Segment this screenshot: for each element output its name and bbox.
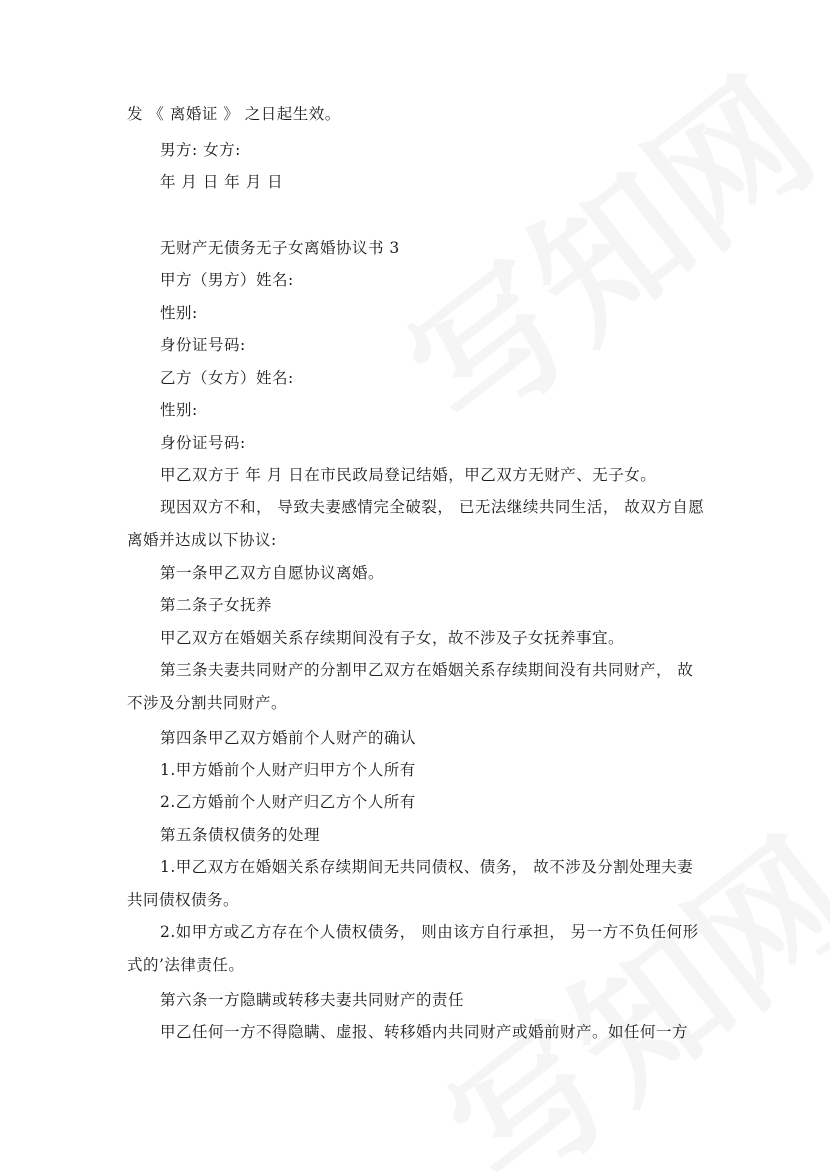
text-line: 乙方（女方）姓名: <box>160 369 294 387</box>
text-line: 年 月 日 年 月 日 <box>160 173 284 191</box>
watermark <box>360 22 830 470</box>
text-line: 第四条甲乙双方婚前个人财产的确认 <box>160 729 417 747</box>
text-line: 2.如甲方或乙方存在个人债权债务， 则由该方自行承担， 另一方不负任何形 <box>160 923 699 941</box>
text-line: 2.乙方婚前个人财产归乙方个人所有 <box>160 793 416 811</box>
text-line: 共同债权债务。 <box>127 891 240 909</box>
text-line: 身份证号码: <box>160 336 246 354</box>
text-line: 现因双方不和， 导致夫妻感情完全破裂， 已无法继续共同生活， 故双方自愿 <box>160 498 705 516</box>
text-line: 第六条一方隐瞒或转移夫妻共同财产的责任 <box>160 991 465 1009</box>
text-line: 甲乙双方在婚姻关系存续期间没有子女，故不涉及子女抚养事宜。 <box>160 629 625 647</box>
watermark <box>400 782 830 1174</box>
text-line: 1.甲乙双方在婚姻关系存续期间无共同债权、债务， 故不涉及分割处理夫妻 <box>160 858 694 876</box>
text-line: 第三条夫妻共同财产的分割甲乙双方在婚姻关系存续期间没有共同财产， 故 <box>160 661 694 679</box>
text-line: 第一条甲乙双方自愿协议离婚。 <box>160 564 385 582</box>
text-line: 甲乙任何一方不得隐瞒、虚报、转移婚内共同财产或婚前财产。如任何一方 <box>160 1023 689 1041</box>
text-line: 男方: 女方: <box>160 141 241 159</box>
text-line: 第二条子女抚养 <box>160 596 273 614</box>
text-line: 性别: <box>160 401 198 419</box>
text-line: 身份证号码: <box>160 434 246 452</box>
text-line: 不涉及分割共同财产。 <box>127 694 288 712</box>
text-line: 离婚并达成以下协议: <box>127 531 277 549</box>
text-line: 性别: <box>160 304 198 322</box>
document-title: 无财产无债务无子女离婚协议书 3 <box>160 239 400 257</box>
text-line: 发 《 离婚证 》 之日起生效。 <box>127 105 341 123</box>
text-line: 式的’法律责任。 <box>127 956 245 974</box>
text-line: 1.甲方婚前个人财产归甲方个人所有 <box>160 761 416 779</box>
text-line: 甲乙双方于 年 月 日在市民政局登记结婚，甲乙双方无财产、无子女。 <box>160 466 657 484</box>
text-line: 第五条债权债务的处理 <box>160 826 321 844</box>
text-line: 甲方（男方）姓名: <box>160 271 294 289</box>
